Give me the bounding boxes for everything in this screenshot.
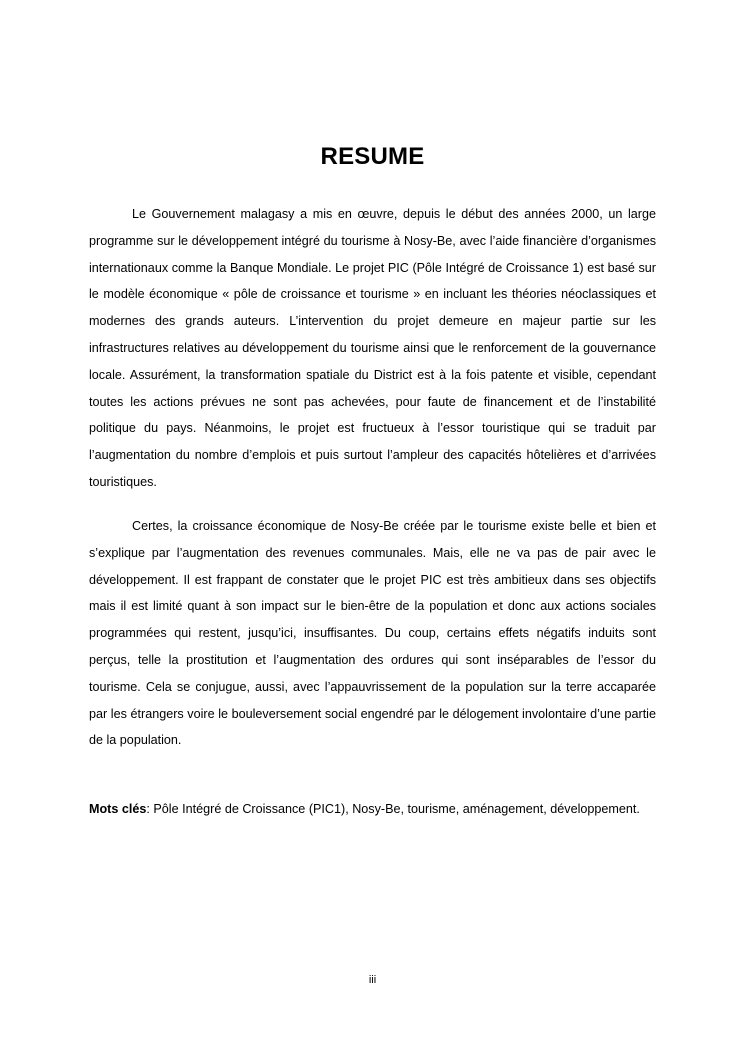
keywords-text: : Pôle Intégré de Croissance (PIC1), Nosy-Be, tourisme, aménagement, développement. [146, 802, 640, 816]
keywords-section [89, 799, 656, 819]
paragraph-text: Le Gouvernement malagasy a mis en œuvre, depuis le début des années 2000, un large programme sur le développement intégré du tourisme à Nosy-Be, avec l’aide financière d’organismes internationaux comme la Banque Mondiale. Le projet PIC (Pôle Intégré de Croissance 1) est basé sur le modèle économique « pôle de croissance et tourisme » en incluant les théories néoclassiques et modernes des grands auteurs. L’intervention du projet demeure en majeur partie sur les infrastructures relatives au développement du tourisme ainsi que le renforcement de la gouvernance locale. Assurément, la transformation spatiale du District est à la fois patente et visible, cependant toutes les actions prévues ne sont pas achevées, pour faute de financement et de l’instabilité politique du pays. Néanmoins, le projet est fructueux à l’essor touristique qui se traduit par l’augmentation du nombre d’emplois et puis surtout l’ampleur des capacités hôtelières et d’arrivées touristiques. [89, 207, 656, 489]
page-title: RESUME [320, 143, 425, 170]
abstract-paragraph-2 [89, 513, 656, 754]
paragraph-text: Certes, la croissance économique de Nosy-Be créée par le tourisme existe belle et bien et s’explique par l’augmentation des revenues communales. Mais, elle ne va pas de pair avec le développement. Il est frappant de constater que le projet PIC est très ambitieux dans ses objectifs mais il est limité quant à son impact sur le bien-être de la population et donc aux actions sociales programmées qui restent, jusqu’ici, insuffisantes. Du coup, certains effets négatifs induits sont perçus, telle la prostitution et l’augmentation des ordures qui sont inséparables de l’essor du tourisme. Cela se conjugue, aussi, avec l’appauvrissement de la population sur la terre accaparée par les étrangers voire le bouleversement social engendré par le délogement involontaire d’une partie de la population. [89, 519, 656, 748]
page-number: iii [368, 974, 377, 986]
keywords-label: Mots clés [89, 802, 147, 816]
abstract-paragraph-1 [89, 201, 656, 496]
